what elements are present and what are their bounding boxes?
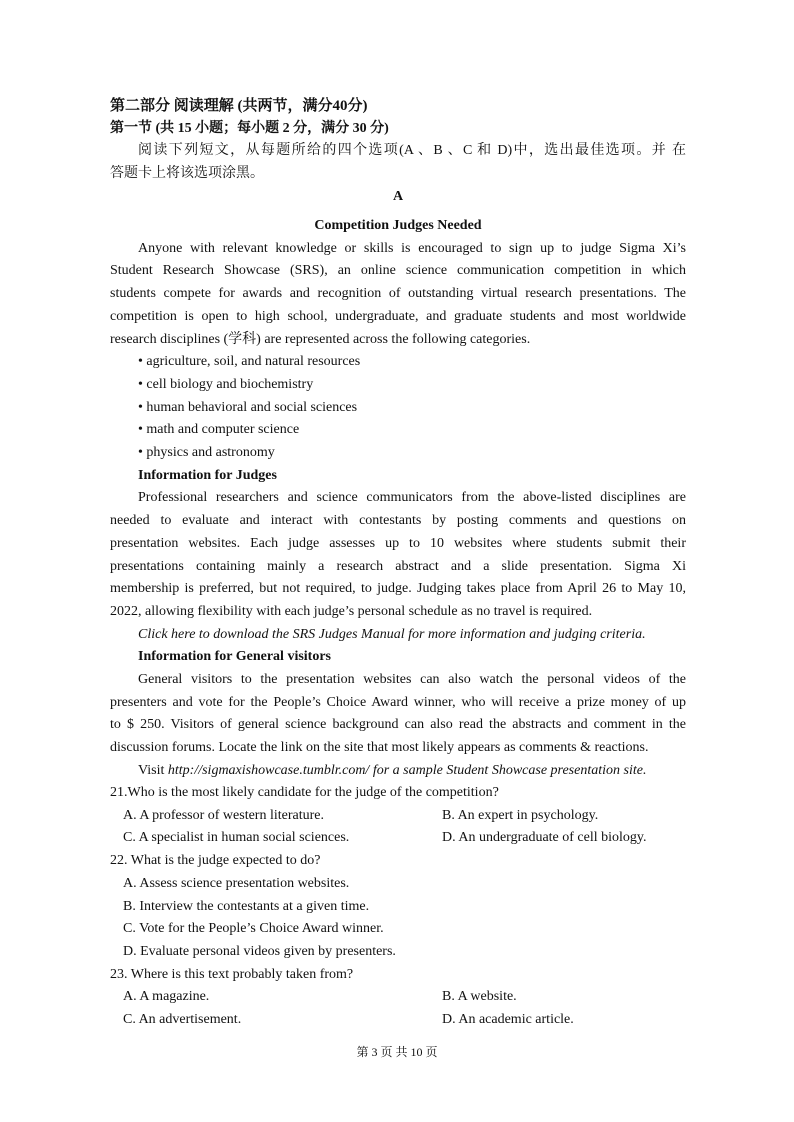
questions: [110, 782, 686, 1032]
page-footer: 第 3 页 共 10 页: [356, 1045, 438, 1059]
option-a[interactable]: A. A professor of western literature.: [123, 807, 324, 823]
category-item: • cell biology and biochemistry: [138, 376, 314, 392]
option-b[interactable]: B. A website.: [442, 989, 517, 1005]
visit-line: [110, 760, 686, 783]
option-c[interactable]: C. An advertisement.: [123, 1012, 242, 1028]
option-d[interactable]: D. An undergraduate of cell biology.: [442, 830, 647, 846]
option-c[interactable]: C. Vote for the People’s Choice Award winner.: [123, 921, 384, 937]
options-row: [110, 805, 686, 828]
category-item: • agriculture, soil, and natural resources: [138, 354, 361, 370]
options-row: [110, 1009, 686, 1032]
judges-heading: Information for Judges: [138, 467, 277, 483]
passage: [110, 215, 686, 783]
section-title: 第一节 (共 15 小题；每小题 2 分，满分 30 分): [110, 120, 389, 136]
option-a[interactable]: A. Assess science presentation websites.: [123, 875, 350, 891]
part-title: 第二部分 阅读理解 (共两节，满分40分): [110, 98, 368, 114]
option-d[interactable]: D. An academic article.: [442, 1012, 574, 1028]
intro-line: Student Research Showcase (SRS), an online science communication competition in which: [110, 263, 686, 279]
question-23: 23. Where is this text probably taken from?: [110, 966, 354, 982]
options-row: [110, 827, 686, 850]
judges-line: needed to evaluate and interact with contestants by posting comments and questions on: [110, 513, 686, 529]
category-item: • physics and astronomy: [138, 445, 275, 461]
instructions-line: 阅读下列短文，从每题所给的四个选项(A 、B 、C 和 D)中，选出最佳选项。并 在: [138, 143, 686, 159]
visitors-line: discussion forums. Locate the link on the site that most likely appears as comments & reactions.: [110, 740, 649, 756]
option-b[interactable]: B. Interview the contestants at a given time.: [123, 898, 370, 914]
judges-line: presentations containing mainly a research abstract and a slide presentation. Sigma Xi: [110, 558, 686, 574]
header: [110, 95, 686, 209]
question-21: 21.Who is the most likely candidate for the judge of the competition?: [110, 785, 499, 800]
visitors-line: General visitors to the presentation websites can also watch the personal videos of the: [138, 672, 686, 688]
question-22: 22. What is the judge expected to do?: [110, 853, 321, 869]
options-row: [110, 986, 686, 1009]
judges-line: membership is preferred, but not required, to judge. Judging takes place from April 26 to May 10,: [110, 581, 686, 597]
option-d[interactable]: D. Evaluate personal videos given by presenters.: [123, 943, 396, 959]
visit-prefix: Visit: [138, 762, 168, 778]
visitors-line: presenters and vote for the People’s Choice Award winner, who will receive a prize money of up: [110, 694, 686, 710]
visitors-heading: Information for General visitors: [138, 649, 331, 665]
judges-line: presentation websites. Each judge assesses up to 10 websites where students submit their: [110, 535, 686, 551]
passage-title: Competition Judges Needed: [314, 218, 482, 233]
intro-line: research disciplines (学科) are represented across the following categories.: [110, 331, 531, 347]
intro-line: students compete for awards and recognition of outstanding virtual research presentations. The: [110, 286, 686, 302]
passage-label: A: [392, 188, 404, 204]
judges-line: 2022, allowing flexibility with each judge’s personal schedule as no travel is required.: [110, 603, 593, 619]
instructions-line: 答题卡上将该选项涂黑。: [110, 166, 264, 182]
category-item: • math and computer science: [138, 422, 300, 438]
judges-manual-link[interactable]: Click here to download the SRS Judges Manual for more information and judging criteria.: [138, 626, 646, 642]
judges-line: Professional researchers and science communicators from the above-listed disciplines are: [138, 490, 686, 506]
showcase-link[interactable]: http://sigmaxishowcase.tumblr.com/ for a sample Student Showcase presentation site.: [167, 762, 647, 778]
option-b[interactable]: B. An expert in psychology.: [442, 807, 599, 823]
visitors-line: to $ 250. Visitors of general science background can also read the abstracts and comment in the: [110, 717, 686, 733]
intro-line: Anyone with relevant knowledge or skills is encouraged to sign up to judge Sigma Xi’s: [138, 240, 686, 256]
option-a[interactable]: A. A magazine.: [123, 989, 210, 1005]
option-c[interactable]: C. A specialist in human social sciences.: [123, 830, 350, 846]
category-item: • human behavioral and social sciences: [138, 399, 358, 415]
intro-line: competition is open to high school, undergraduate, and graduate students and most worldwide: [110, 308, 686, 324]
